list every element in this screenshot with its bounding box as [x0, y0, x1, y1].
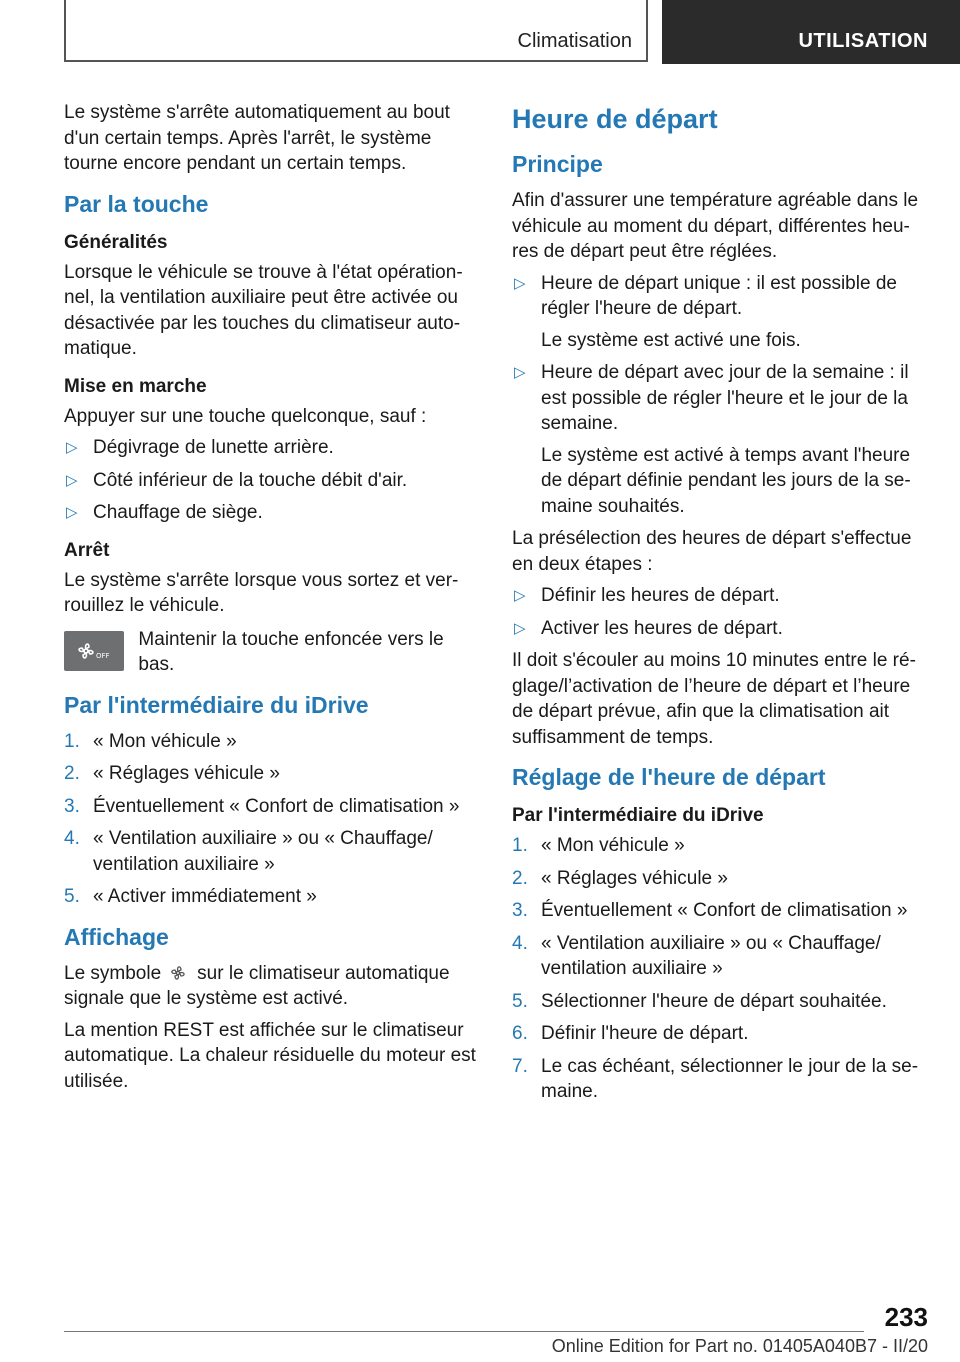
paragraph-generalites: Lorsque le véhicule se trouve à l'état opérationnel, la ventilation auxiliaire peut être activée ou désactivée par les touches du climatiseur automatique. [64, 261, 463, 359]
fan-off-key-icon [64, 631, 124, 671]
heading-mise-en-marche: Mise en marche [64, 375, 207, 397]
heading-affichage: Affichage [64, 923, 169, 950]
chapter-tab [64, 0, 648, 62]
list-item: 4. « Ventilation auxiliaire » ou « Chauffage/ ventilation auxiliaire » [512, 932, 881, 979]
paragraph-affichage: Le symbole sur le climatiseur automatique signale que le système est activé. [64, 962, 450, 1009]
list-item: ▷ Activer les heures de départ. [512, 616, 924, 642]
list-item: ▷ Côté inférieur de la touche débit d'air. [64, 468, 476, 494]
page-number: 233 [884, 1302, 928, 1332]
list-item: 5. Sélectionner l'heure de départ souhaitée. [512, 990, 887, 1012]
section-title: UTILISATION [798, 30, 928, 52]
list-item: 2. « Réglages véhicule » [512, 867, 728, 889]
left-column [64, 100, 476, 1100]
idrive-steps-right [512, 833, 924, 1105]
list-item: 6. Définir l'heure de départ. [512, 1023, 749, 1044]
fan-off-key-row [64, 627, 476, 678]
paragraph-arret: Le système s'arrête lorsque vous sortez et verrouillez le véhicule. [64, 569, 459, 616]
list-item: 3. Éventuellement « Confort de climatisation » [64, 795, 460, 817]
list-item: ▷ Dégivrage de lunette arrière. [64, 435, 476, 461]
footer-edition: Online Edition for Part no. 01405A040B7 - II/20 [551, 1336, 928, 1356]
triangle-bullet-icon: ▷ [514, 619, 526, 637]
chapter-title: Climatisation [517, 30, 632, 52]
svg-text:OFF: OFF [96, 651, 110, 660]
idrive-steps-left [64, 729, 476, 910]
triangle-bullet-icon: ▷ [66, 504, 78, 521]
list-item: 5. « Activer immédiatement » [64, 886, 317, 907]
heading-principe: Principe [512, 151, 603, 177]
triangle-bullet-icon: ▷ [66, 471, 78, 489]
heading-generalites: Généralités [64, 231, 168, 253]
heading-reglage: Réglage de l'heure de départ [512, 764, 826, 790]
list-item: 1. « Mon véhicule » [512, 835, 685, 856]
footer-divider [64, 1331, 864, 1332]
heading-heure-de-depart: Heure de départ [512, 104, 718, 134]
triangle-bullet-icon: ▷ [514, 587, 526, 604]
triangle-bullet-icon: ▷ [514, 274, 526, 292]
triangle-bullet-icon: ▷ [66, 439, 78, 456]
heading-arret: Arrêt [64, 539, 110, 561]
mise-en-marche-list [64, 435, 476, 526]
list-item: 3. Éventuellement « Confort de climatisation » [512, 900, 908, 921]
intro-paragraph: Le système s'arrête automatiquement au bout d'un certain temps. Après l'arrêt, le système tourne encore pendant un certain temps. [64, 102, 450, 174]
page-header [0, 0, 960, 66]
list-item: ▷ Heure de départ avec jour de la semaine : il est possible de régler l'heure et le jour de la semaine. Le système est activé à temps avant l'heure de départ définie pendant les jours de la semaine souhaités. [514, 362, 911, 517]
heading-par-la-touche: Par la touche [64, 190, 209, 217]
paragraph-rest: La mention REST est affichée sur le climatiseur automatique. La chaleur résiduelle du moteur est utilisée. [64, 1019, 476, 1092]
list-item: ▷ Définir les heures de départ. [512, 583, 924, 609]
list-item: 4. « Ventilation auxiliaire » ou « Chauffage/ ventilation auxiliaire » [64, 828, 433, 875]
key-instruction: Maintenir la touche enfoncée vers le bas. [138, 628, 444, 675]
paragraph-delai: Il doit s'écouler au moins 10 minutes entre le réglage/l’activation de l’heure de départ et l’heure de départ prévue, afin que la climatisation ait suffisamment de temps. [512, 650, 916, 748]
fan-icon [167, 963, 189, 983]
preselection-list [512, 583, 924, 641]
list-item: 1. « Mon véhicule » [64, 730, 237, 752]
paragraph-principe: Afin d'assurer une température agréable dans le véhicule au moment du départ, différentes heures de départ peut être réglées. [512, 190, 919, 262]
heading-idrive-left: Par l'intermédiaire du iDrive [64, 691, 369, 718]
list-item: ▷ Chauffage de siège. [64, 500, 476, 526]
paragraph-mise-en-marche: Appuyer sur une touche quelconque, sauf : [64, 405, 427, 427]
right-column [512, 100, 924, 1112]
heading-idrive-right: Par l'intermédiaire du iDrive [512, 805, 764, 826]
list-item: 7. Le cas échéant, sélectionner le jour de la semaine. [512, 1055, 919, 1102]
paragraph-preselection: La présélection des heures de départ s'effectue en deux étapes : [512, 528, 912, 575]
list-item: ▷ Heure de départ unique : il est possible de régler l'heure de départ. Le système est activé une fois. [514, 272, 897, 351]
principe-list [512, 271, 924, 520]
list-item: 2. « Réglages véhicule » [64, 763, 280, 784]
triangle-bullet-icon: ▷ [514, 364, 526, 381]
section-tab [662, 0, 960, 64]
